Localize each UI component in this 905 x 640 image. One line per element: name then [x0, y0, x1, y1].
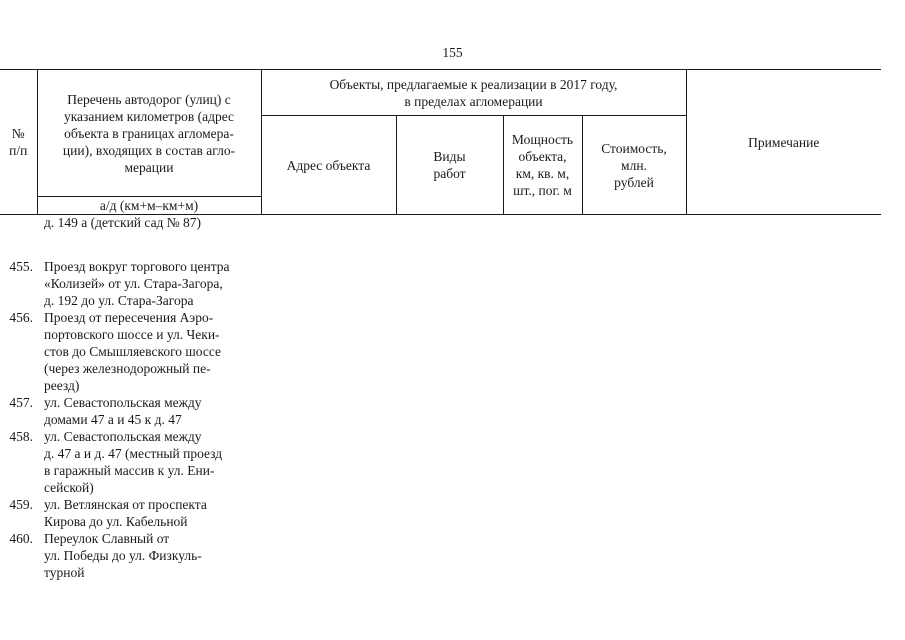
header-address: Адрес объекта [261, 116, 396, 215]
list-item-text: ул. Севастопольская между домами 47 а и 45 к д. 47 [44, 395, 202, 427]
list-item [0, 258, 300, 309]
header-roads: Перечень автодорог (улиц) с указанием километров (адрес объекта в границах агломера- ции), входящих в состав агло- мерации [37, 70, 261, 197]
list-item-number: 460. [9, 531, 33, 546]
header-num: № п/п [0, 70, 37, 215]
header-cost: Стоимость, млн. рублей [582, 116, 686, 215]
list-item-number: 458. [9, 429, 33, 444]
list-item-text: Проезд вокруг торгового центра «Колизей» от ул. Стара-Загора, д. 192 до ул. Стара-Загора [44, 259, 230, 308]
list-item-text: ул. Севастопольская между д. 47 а и д. 47 (местный проезд в гаражный массив к ул. Ени- сейской) [44, 429, 223, 495]
header-capacity: Мощность объекта, км, кв. м, шт., пог. м [503, 116, 582, 215]
continuation-text: д. 149 а (детский сад № 87) [44, 215, 202, 230]
list-item-text: Проезд от пересечения Аэро- портовского шоссе и ул. Чеки- стов до Смышляевского шоссе (через железнодорожный пе- реезд) [44, 310, 222, 393]
list-item-number: 456. [9, 310, 33, 325]
list-item [0, 530, 300, 581]
list-item-number: 457. [9, 395, 33, 410]
road-list [0, 258, 300, 581]
header-objects-group: Объекты, предлагаемые к реализации в 2017 году, в пределах агломерации [261, 70, 686, 116]
header-works: Виды работ [396, 116, 503, 215]
list-item-number: 455. [9, 259, 33, 274]
list-item [0, 394, 300, 428]
list-item [0, 309, 300, 394]
header-roads-sub: а/д (км+м–км+м) [37, 197, 261, 215]
list-item [0, 496, 300, 530]
list-item-text: Переулок Славный от ул. Победы до ул. Физкуль- турной [44, 531, 202, 580]
list-item-number: 459. [9, 497, 33, 512]
header-table [0, 69, 881, 215]
list-item-text: ул. Ветлянская от проспекта Кирова до ул. Кабельной [44, 497, 207, 529]
list-item [0, 428, 300, 496]
page-number: 155 [442, 45, 463, 60]
header-note: Примечание [686, 70, 881, 215]
